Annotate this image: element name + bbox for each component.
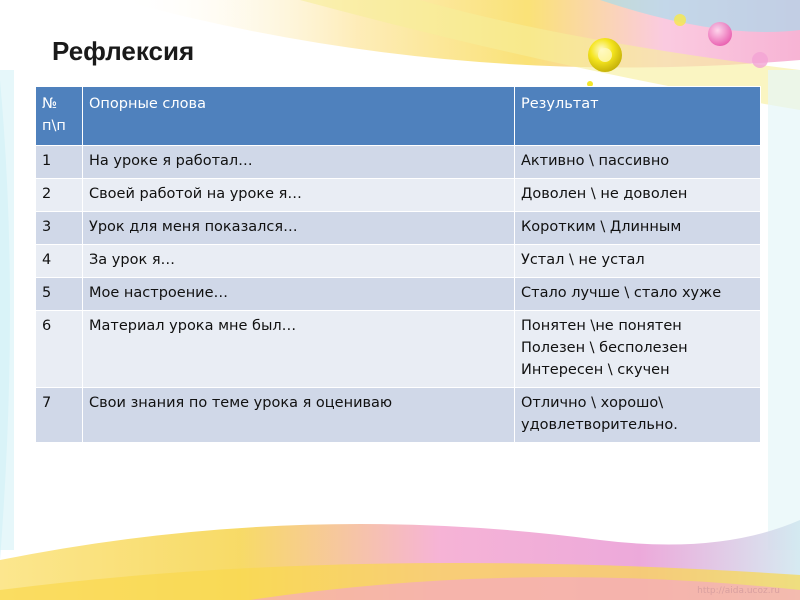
row-result bbox=[515, 245, 761, 278]
row-phrase: Материал урока мне был… bbox=[83, 311, 515, 388]
row-number: 4 bbox=[36, 245, 83, 278]
row-result bbox=[515, 388, 761, 443]
watermark-link: http://aida.ucoz.ru bbox=[697, 586, 780, 596]
row-phrase: Свои знания по теме урока я оцениваю bbox=[83, 388, 515, 443]
row-result bbox=[515, 146, 761, 179]
reflection-table bbox=[35, 86, 761, 443]
row-result-line: Интересен \ скучен bbox=[521, 362, 670, 378]
row-number: 7 bbox=[36, 388, 83, 443]
row-result-line: Понятен \не понятен bbox=[521, 318, 682, 334]
row-phrase: Мое настроение… bbox=[83, 278, 515, 311]
row-phrase: Урок для меня показался… bbox=[83, 212, 515, 245]
row-result-line: Активно \ пассивно bbox=[521, 153, 670, 169]
row-result bbox=[515, 278, 761, 311]
table-header-row bbox=[36, 87, 761, 146]
row-phrase: Своей работой на уроке я… bbox=[83, 179, 515, 212]
table-row bbox=[36, 212, 761, 245]
table-row bbox=[36, 388, 761, 443]
row-number: 2 bbox=[36, 179, 83, 212]
row-number: 6 bbox=[36, 311, 83, 388]
table-row bbox=[36, 278, 761, 311]
table-row bbox=[36, 311, 761, 388]
page-title: Рефлексия bbox=[52, 36, 195, 66]
row-number: 1 bbox=[36, 146, 83, 179]
row-result-line: Стало лучше \ стало хуже bbox=[521, 285, 722, 301]
row-result-line: удовлетворительно. bbox=[521, 417, 678, 433]
row-number: 5 bbox=[36, 278, 83, 311]
row-result bbox=[515, 179, 761, 212]
table-row bbox=[36, 245, 761, 278]
header-number: № п\п bbox=[36, 87, 83, 146]
header-key-words: Опорные слова bbox=[83, 87, 515, 146]
row-result-line: Отлично \ хорошо\ bbox=[521, 395, 664, 411]
row-result bbox=[515, 212, 761, 245]
row-result-line: Доволен \ не доволен bbox=[521, 186, 688, 202]
table-row bbox=[36, 146, 761, 179]
header-result: Результат bbox=[515, 87, 761, 146]
row-phrase: На уроке я работал… bbox=[83, 146, 515, 179]
row-number: 3 bbox=[36, 212, 83, 245]
row-result-line: Полезен \ бесполезен bbox=[521, 340, 688, 356]
row-result bbox=[515, 311, 761, 388]
row-result-line: Коротким \ Длинным bbox=[521, 219, 682, 235]
row-result-line: Устал \ не устал bbox=[521, 252, 645, 268]
row-phrase: За урок я… bbox=[83, 245, 515, 278]
table-row bbox=[36, 179, 761, 212]
